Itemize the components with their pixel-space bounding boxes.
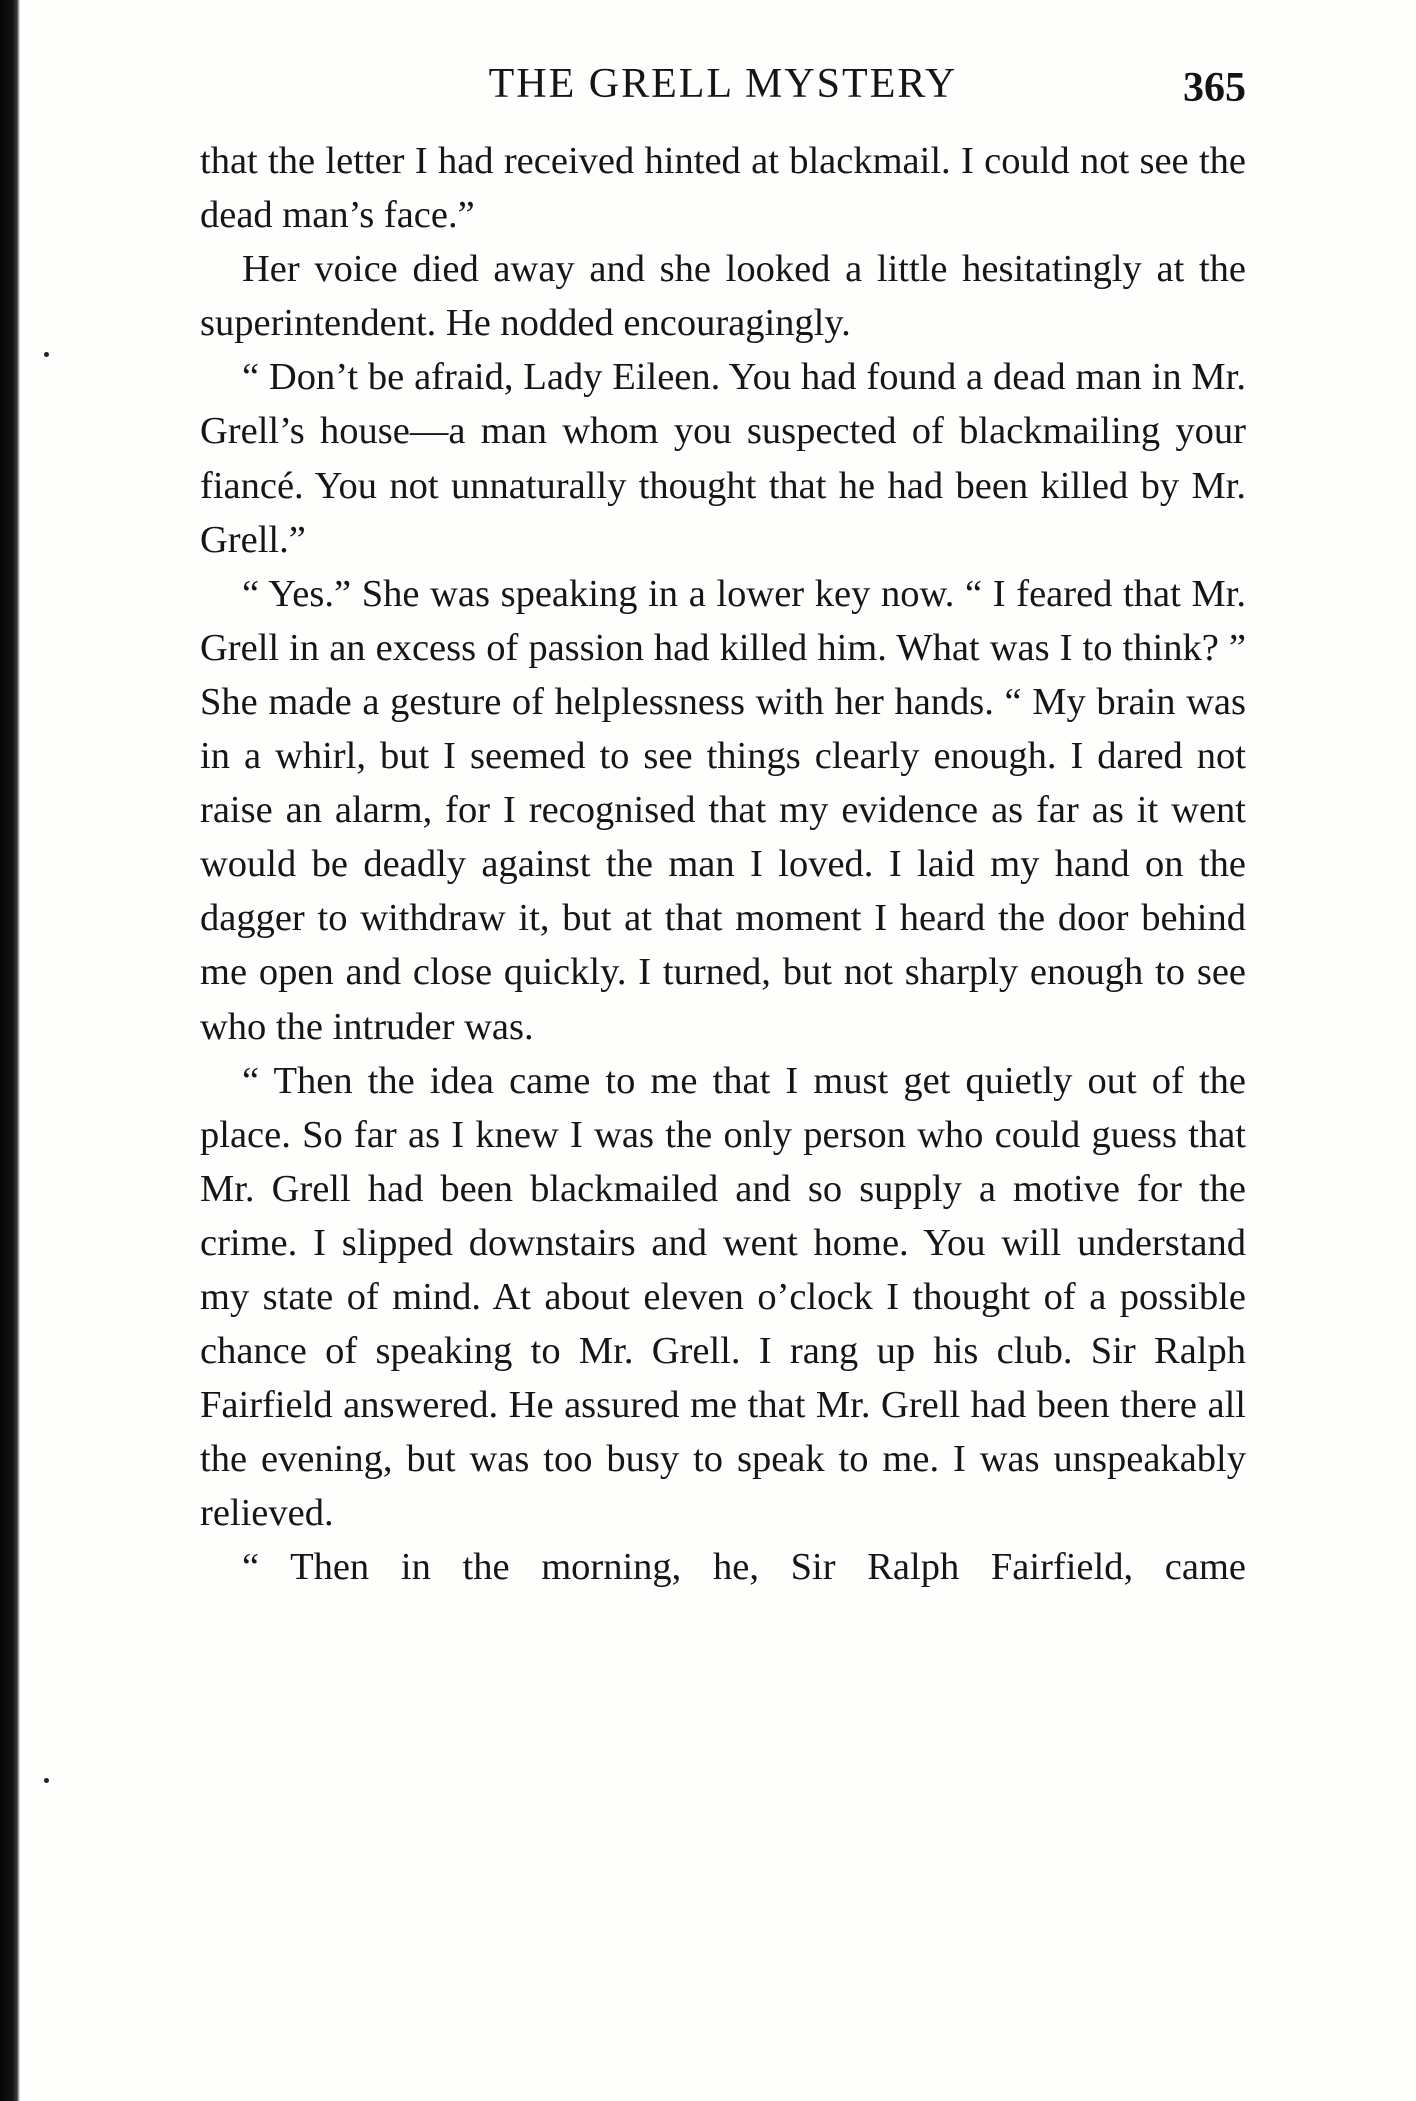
page-number: 365 [1183, 65, 1246, 111]
paragraph: Her voice died away and she looked a little hesitatingly at the superintendent. He nodded encouragingly. [200, 248, 1246, 345]
running-title: THE GRELL MYSTERY [488, 61, 958, 107]
paragraph: “ Then in the morning, he, Sir Ralph Fairfield, came [242, 1546, 1246, 1589]
body-text [200, 134, 1246, 1595]
binding-gutter [0, 0, 20, 2101]
paragraph: “ Don’t be afraid, Lady Eileen. You had found a dead man in Mr. Grell’s house—a man whom you suspected of blackmailing your fiancé. You not unnaturally thought that he had been killed by Mr. Grell.” [200, 356, 1246, 561]
ink-speck [44, 1778, 49, 1783]
paragraph: that the letter I had received hinted at blackmail. I could not see the dead man’s face.” [200, 140, 1246, 237]
ink-speck [44, 352, 49, 357]
paragraph: “ Yes.” She was speaking in a lower key now. “ I feared that Mr. Grell in an excess of passion had killed him. What was I to think? ” She made a gesture of helplessness with her hands. “ My brain was in a whirl, but I seemed to see things clearly enough. I dared not raise an alarm, for I recognised that my evidence as far as it went would be deadly against the man I loved. I laid my hand on the dagger to withdraw it, but at that moment I heard the door behind me open and close quickly. I turned, but not sharply enough to see who the intruder was. [200, 572, 1246, 1048]
paragraph: “ Then the idea came to me that I must get quietly out of the place. So far as I knew I was the only person who could guess that Mr. Grell had been blackmailed and so supply a motive for the crime. I slipped downstairs and went home. You will understand my state of mind. At about eleven o’clock I thought of a possible chance of speaking to Mr. Grell. I rang up his club. Sir Ralph Fairfield answered. He assured me that Mr. Grell had been there all the evening, but was too busy to speak to me. I was unspeakably relieved. [200, 1059, 1246, 1535]
running-head [200, 54, 1246, 114]
